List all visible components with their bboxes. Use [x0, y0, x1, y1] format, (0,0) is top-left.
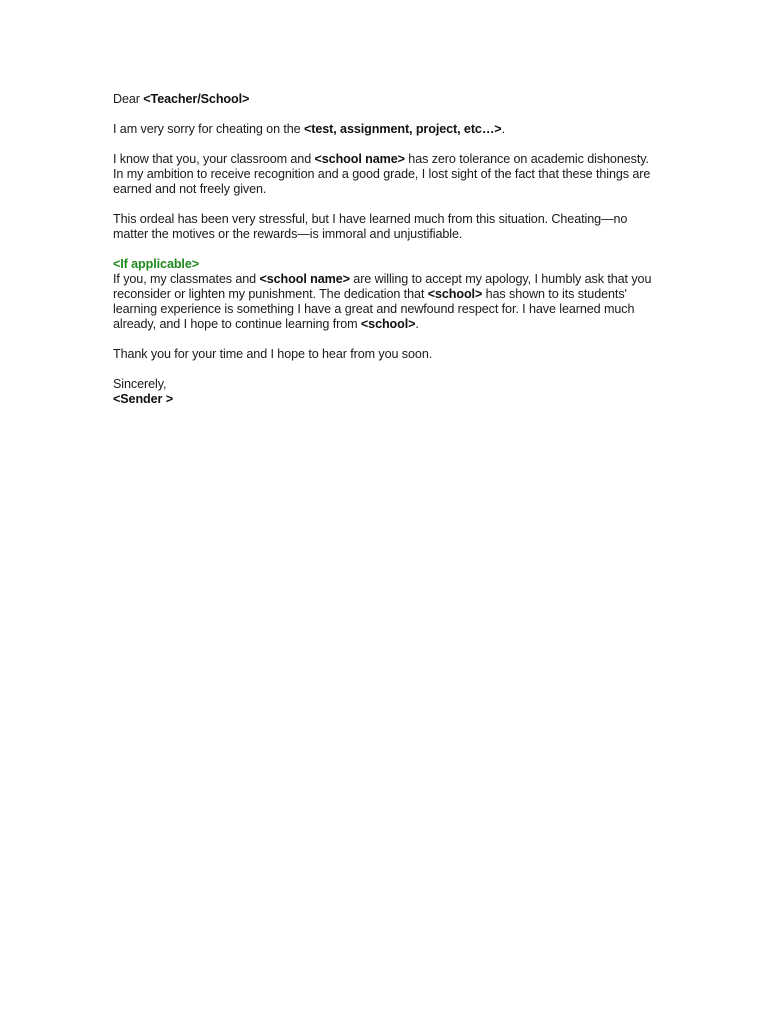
paragraph-request-text-b: are willing to accept my apology, I humbly ask that you reconsider or lighten my punishment. The dedication that [113, 272, 652, 301]
school-name-placeholder-2: <school name> [259, 272, 350, 286]
school-placeholder-2: <school> [360, 317, 416, 331]
school-placeholder: <school> [427, 287, 483, 301]
paragraph-tolerance-text-a: I know that you, your classroom and [113, 152, 315, 166]
recipient-placeholder: <Teacher/School> [143, 92, 250, 106]
paragraph-request [113, 257, 653, 332]
paragraph-request-text-c: has shown to its students' learning experience is something I have a great and newfound respect for. I have learned much already, and I hope to continue learning from [113, 287, 635, 331]
paragraph-apology-text-a: I am very sorry for cheating on the [113, 122, 304, 136]
paragraph-tolerance-text-b: has zero tolerance on academic dishonesty. In my ambition to receive recognition and a good grade, I lost sight of the fact that these things are earned and not freely given. [113, 152, 651, 196]
if-applicable-note: <If applicable> [113, 257, 199, 271]
paragraph-apology [113, 122, 653, 137]
paragraph-thanks [113, 347, 653, 362]
paragraph-request-text-d: . [415, 317, 419, 331]
sender-line [113, 392, 653, 407]
assignment-placeholder: <test, assignment, project, etc…> [304, 122, 502, 136]
sender-placeholder: <Sender > [113, 392, 174, 406]
school-name-placeholder: <school name> [314, 152, 405, 166]
paragraph-ordeal [113, 212, 653, 242]
greeting-line [113, 92, 653, 107]
letter-body [113, 92, 653, 407]
paragraph-request-text-a: If you, my classmates and [113, 272, 260, 286]
valediction: Sincerely, [113, 377, 167, 391]
greeting-prefix: Dear [113, 92, 144, 106]
paragraph-thanks-text: Thank you for your time and I hope to hear from you soon. [113, 347, 433, 361]
paragraph-tolerance [113, 152, 653, 197]
paragraph-apology-text-b: . [501, 122, 505, 136]
paragraph-ordeal-text: This ordeal has been very stressful, but I have learned much from this situation. Cheating—no matter the motives or the rewards—is immoral and unjustifiable. [113, 212, 628, 241]
